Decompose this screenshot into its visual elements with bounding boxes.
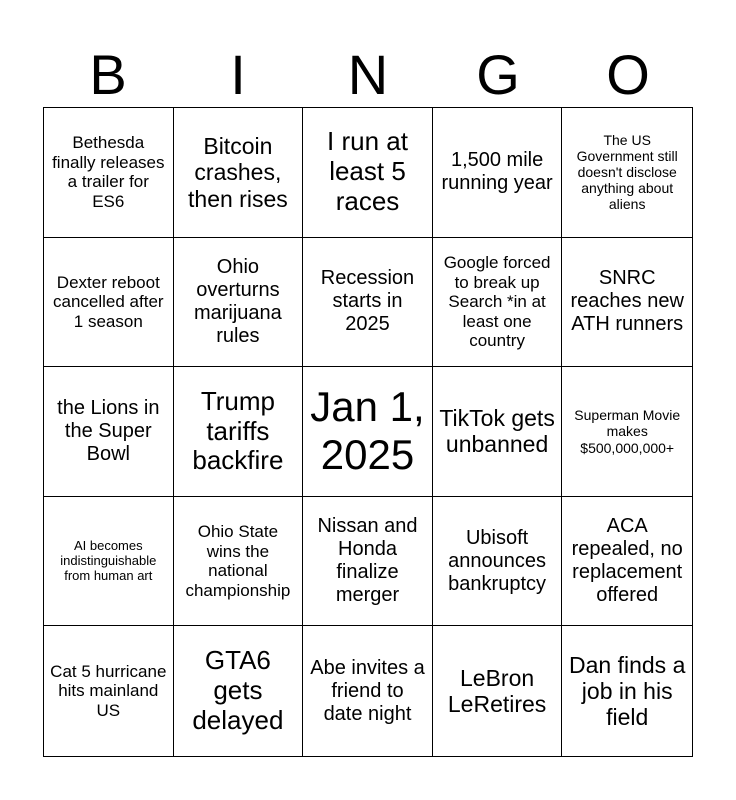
bingo-cell[interactable] xyxy=(44,238,174,368)
free-space-text: Jan 1, 2025 xyxy=(310,383,425,479)
bingo-cell-text: TikTok gets unbanned xyxy=(439,405,555,458)
bingo-cell[interactable] xyxy=(562,238,692,368)
bingo-cell-text: Dexter reboot cancelled after 1 season xyxy=(53,272,164,331)
bingo-cell[interactable] xyxy=(174,626,304,756)
bingo-cell[interactable] xyxy=(303,238,433,368)
header-letter-n: N xyxy=(347,43,389,106)
bingo-cell[interactable] xyxy=(44,367,174,497)
bingo-header xyxy=(43,44,693,106)
bingo-cell-text: GTA6 gets delayed xyxy=(192,645,284,736)
bingo-cell-text: the Lions in the Super Bowl xyxy=(57,396,160,465)
bingo-cell-text: Recession starts in 2025 xyxy=(320,267,415,336)
bingo-cell[interactable] xyxy=(44,626,174,756)
bingo-cell-text: Abe invites a friend to date night xyxy=(310,656,425,725)
bingo-cell-text: Ohio State wins the national championship xyxy=(185,522,291,600)
bingo-cell[interactable] xyxy=(433,238,563,368)
bingo-cell-text: Ubisoft announces bankruptcy xyxy=(448,526,547,595)
bingo-cell[interactable] xyxy=(44,497,174,627)
bingo-cell[interactable] xyxy=(562,367,692,497)
header-letter-b: B xyxy=(89,43,127,106)
bingo-cell[interactable] xyxy=(562,108,692,238)
header-letter-g: G xyxy=(476,43,520,106)
free-space-cell[interactable] xyxy=(303,367,433,497)
bingo-cell-text: I run at least 5 races xyxy=(327,126,408,217)
bingo-cell-text: The US Government still doesn't disclose anything about aliens xyxy=(576,132,678,213)
bingo-cell-text: Dan finds a job in his field xyxy=(569,651,686,731)
bingo-cell-text: ACA repealed, no replacement offered xyxy=(571,515,683,607)
bingo-cell[interactable] xyxy=(433,497,563,627)
bingo-cell[interactable] xyxy=(433,626,563,756)
bingo-cell-text: Bitcoin crashes, then rises xyxy=(188,132,288,212)
bingo-cell-text: Bethesda finally releases a trailer for ES6 xyxy=(52,133,165,211)
bingo-cell-text: 1,500 mile running year xyxy=(441,149,553,195)
bingo-cell[interactable] xyxy=(174,108,304,238)
bingo-cell[interactable] xyxy=(44,108,174,238)
bingo-cell[interactable] xyxy=(433,367,563,497)
bingo-cell-text: Cat 5 hurricane hits mainland US xyxy=(50,661,167,720)
bingo-cell[interactable] xyxy=(562,497,692,627)
bingo-cell[interactable] xyxy=(303,497,433,627)
bingo-cell-text: Nissan and Honda finalize merger xyxy=(317,515,418,607)
bingo-cell-text: Superman Movie makes $500,000,000+ xyxy=(574,407,681,456)
bingo-cell-text: Ohio overturns marijuana rules xyxy=(193,255,282,347)
header-letter-o: O xyxy=(606,43,650,106)
bingo-cell-text: Google forced to break up Search *in at least one country xyxy=(443,253,551,351)
bingo-cell-text: SNRC reaches new ATH runners xyxy=(570,267,684,336)
bingo-cell[interactable] xyxy=(433,108,563,238)
bingo-cell[interactable] xyxy=(174,497,304,627)
header-letter-i: I xyxy=(230,43,246,106)
bingo-cell[interactable] xyxy=(303,626,433,756)
bingo-cell[interactable] xyxy=(303,108,433,238)
bingo-card-grid xyxy=(43,107,693,757)
bingo-cell[interactable] xyxy=(174,238,304,368)
bingo-cell[interactable] xyxy=(562,626,692,756)
bingo-cell[interactable] xyxy=(174,367,304,497)
bingo-cell-text: AI becomes indistinguishable from human art xyxy=(60,537,157,583)
bingo-cell-text: LeBron LeRetires xyxy=(447,664,547,718)
bingo-cell-text: Trump tariffs backfire xyxy=(192,385,284,476)
